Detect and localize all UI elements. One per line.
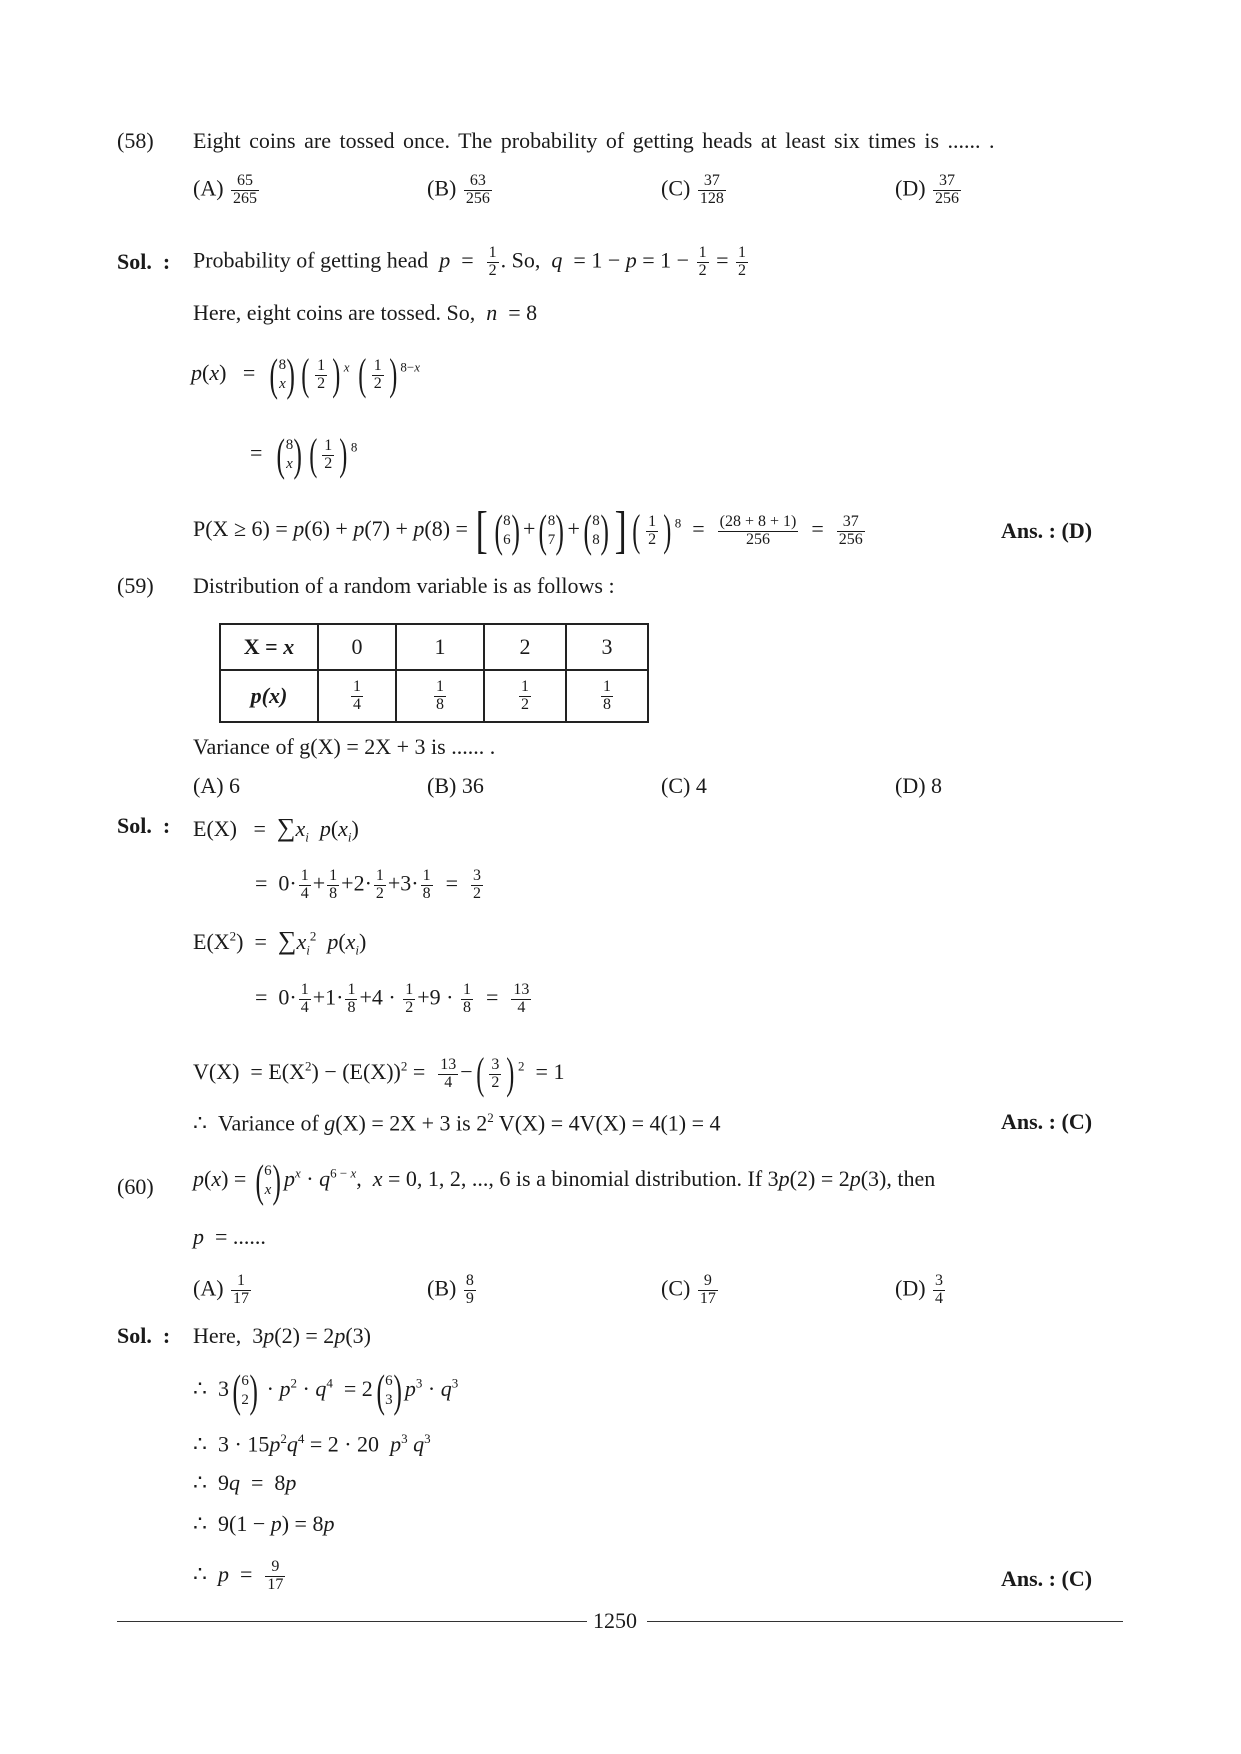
- table-cell: 1: [396, 624, 484, 670]
- q60-sol-line5: ∴ 9(1 − p) = 8p: [193, 1511, 335, 1536]
- q59-ex2-line2: = 0· $\frac{1}{4}$ +1· $\frac{1}{8}$ +4 · $\frac{1}{2}$ +9 · $\frac{1}{8}$ = $\frac{13}{4}$: [255, 981, 530, 1016]
- table-cell: 2: [484, 624, 566, 670]
- q58-sol-label: Sol. :: [117, 249, 171, 274]
- footer-rule-left: [117, 1621, 587, 1622]
- q58-number: (58): [117, 128, 154, 153]
- q59-sol-label: Sol. :: [117, 813, 171, 838]
- q58-option-d: (D) $\frac{37}{256}$: [895, 172, 960, 207]
- q58-pmf-line2: = ( 8 x ) ( $\frac{1}{2}$ ) $^8$: [250, 429, 358, 480]
- q60-option-d: (D) $\frac{3}{4}$: [895, 1272, 944, 1307]
- q59-text: Distribution of a random variable is as follows :: [193, 573, 615, 598]
- table-cell: $\frac{1}{4}$: [318, 670, 396, 722]
- q59-option-a: (A) 6: [193, 773, 241, 798]
- q58-answer: Ans. : (D): [1001, 518, 1093, 543]
- q60-text: p(x) = ( 6 x ) $p^x \cdot q^{6 - x}$, x = 0, 1, 2, ..., 6 is a binomial distribution. If 3p(2) = 2p(3), then: [193, 1155, 936, 1206]
- table-header-x: X = x: [220, 624, 318, 670]
- q60-option-a: (A) $\frac{1}{17}$: [193, 1272, 250, 1307]
- q60-sol-label: Sol. :: [117, 1323, 171, 1348]
- table-row: [220, 670, 648, 722]
- q58-final-line: P(X ≥ 6) = p(6) + p(7) + p(8) = [ ( 8 6 ) + ( 8 7 ) + ( 8 8 ) ] ( $\frac{1}{2}$ ) $^8$ = $\frac{(28 + 8 + 1)}{256}$ = $\frac{37}{256}$: [193, 502, 863, 559]
- q60-option-b: (B) $\frac{8}{9}$: [427, 1272, 474, 1307]
- table-cell: 3: [566, 624, 648, 670]
- table-row: [220, 624, 648, 670]
- q60-sol-line4: ∴ 9q = 8p: [193, 1470, 297, 1495]
- q58-option-a: (A) $\frac{65}{265}$: [193, 172, 258, 207]
- q59-option-b: (B) 36: [427, 773, 484, 798]
- q59-question: Variance of g(X) = 2X + 3 is ...... .: [193, 734, 496, 759]
- q58-option-c: (C) $\frac{37}{128}$: [661, 172, 724, 207]
- q60-answer: Ans. : (C): [1001, 1566, 1093, 1591]
- q59-ex-line1: $E(X) = \sum x_i$ $p(x_i)$: [193, 813, 359, 845]
- q59-option-d: (D) 8: [895, 773, 943, 798]
- table-cell: $\frac{1}{8}$: [566, 670, 648, 722]
- q59-conclusion: ∴ Variance of g(X) = 2X + 3 is $2^2$ V(X) = 4V(X) = 4(1) = 4: [193, 1110, 721, 1136]
- q60-sol-line1: Here, 3p(2) = 2p(3): [193, 1323, 371, 1348]
- q60-option-c: (C) $\frac{9}{17}$: [661, 1272, 716, 1307]
- table-cell: $\frac{1}{8}$: [396, 670, 484, 722]
- q60-sol-line3: ∴ $3 \cdot 15p^2q^4 = 2 \cdot 20$ $p^3$ $q^3$: [193, 1431, 431, 1457]
- q59-ex-line2: = 0· $\frac{1}{4}$ + $\frac{1}{8}$ +2· $\frac{1}{2}$ +3· $\frac{1}{8}$ = $\frac{3}{2}$: [255, 867, 482, 902]
- q59-ex2-line1: $E(X^2) = \sum x_i^2$ $p(x_i)$: [193, 926, 367, 958]
- page-number: 1250: [593, 1608, 637, 1633]
- q59-variance-line: $V(X) = E(X^2) - (E(X))^2$ = $\frac{13}{4}$ −( $\frac{3}{2}$ ) $^2$ = 1: [193, 1049, 565, 1098]
- q60-sol-line2: ∴ 3 ( 6 2 ) · $p^2 \cdot q^4 = 2$ ( 6 3 ) $p^3 \cdot q^3$: [193, 1365, 459, 1416]
- q58-pmf-line1: p(x) = ( 8 x ) ( $\frac{1}{2}$ ) $^x$ ( $\frac{1}{2}$ ) $^{8-x}$: [191, 349, 421, 400]
- distribution-table: [219, 623, 649, 723]
- table-cell: 0: [318, 624, 396, 670]
- q59-number: (59): [117, 573, 154, 598]
- q58-option-b: (B) $\frac{63}{256}$: [427, 172, 490, 207]
- table-header-p: p(x): [220, 670, 318, 722]
- q60-number: (60): [117, 1174, 154, 1199]
- q59-answer: Ans. : (C): [1001, 1109, 1093, 1134]
- q60-text-line2: p = ......: [193, 1224, 266, 1249]
- q58-text: Eight coins are tossed once. The probability of getting heads at least six times is ...... .: [193, 128, 995, 153]
- q60-sol-line6: ∴ p = $\frac{9}{17}$: [193, 1558, 284, 1593]
- q58-sol-line2: Here, eight coins are tossed. So, n = 8: [193, 300, 538, 325]
- q58-sol-line1: Probability of getting head p = $\frac{1}{2}$ . So, q = 1 − p = 1 − $\frac{1}{2}$ = $\frac{1}{2}$: [193, 244, 746, 279]
- q59-option-c: (C) 4: [661, 773, 707, 798]
- table-cell: $\frac{1}{2}$: [484, 670, 566, 722]
- footer-rule-right: [647, 1621, 1123, 1622]
